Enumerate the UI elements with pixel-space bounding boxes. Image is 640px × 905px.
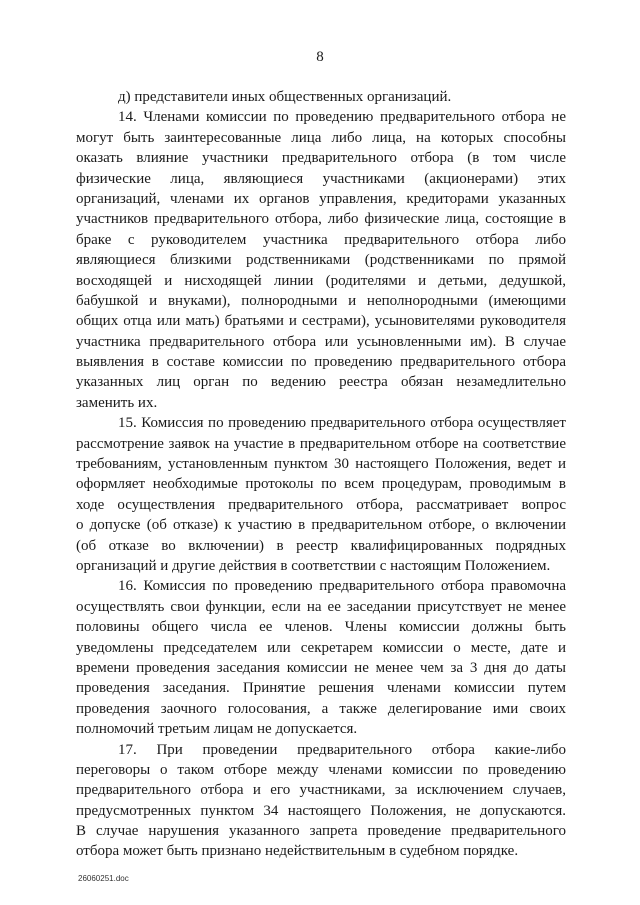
text-line: проведения заседания. Принятие решения членами комиссии путем [76, 680, 566, 697]
text-line: участников предварительного отбора, либо физические лица, состоящие в [76, 211, 566, 228]
text-line: д) представители иных общественных организаций. [118, 89, 452, 105]
text-line: времени проведения заседания комиссии не менее чем за 3 дня до даты [76, 659, 566, 676]
text-line: выявления в составе комиссии по проведению предварительного отбора [76, 354, 566, 371]
text-line: осуществлять свои функции, если на ее заседании присутствует не менее [76, 598, 566, 615]
text-line: предварительного отбора и его участниками, за исключением случаев, [76, 782, 566, 799]
text-line: требованиям, установленным пунктом 30 настоящего Положения, ведет и [76, 456, 566, 473]
text-line: физические лица, являющиеся участниками (акционерами) этих [76, 170, 566, 187]
text-line: являющиеся близкими родственниками (родственниками по прямой [76, 252, 566, 269]
text-line: 14. Членами комиссии по проведению предварительного отбора не [118, 109, 566, 126]
text-line: восходящей и нисходящей линии (родителями и детьми, дедушкой, [76, 272, 566, 289]
text-line: ходе осуществления предварительного отбора, рассматривает вопрос [76, 496, 566, 513]
text-line: оказать влияние участники предварительного отбора (в том числе [76, 150, 566, 167]
text-line: 15. Комиссия по проведению предварительного отбора осуществляет [118, 415, 566, 432]
file-name-footer: 26060251.doc [78, 874, 129, 883]
text-line: предусмотренных пунктом 34 настоящего Положения, не допускаются. [76, 802, 566, 819]
text-line: заменить их. [76, 394, 158, 411]
text-line: В случае нарушения указанного запрета проведение предварительного [76, 823, 566, 840]
text-line: о допуске (об отказе) к участию в предварительном отборе, о включении [76, 517, 566, 534]
text-line: 16. Комиссия по проведению предварительного отбора правомочна [118, 578, 566, 595]
text-line: отбора может быть признано недействительным в судебном порядке. [76, 843, 519, 860]
page-number: 8 [316, 49, 324, 65]
text-line: браке с руководителем участника предварительного отбора либо [76, 231, 566, 248]
text-line: 17. При проведении предварительного отбора какие-либо [118, 741, 566, 758]
text-line: указанных лиц орган по ведению реестра обязан незамедлительно [76, 374, 566, 391]
document-body [76, 87, 566, 862]
text-line: бабушкой и внуками), полнородными и неполнородными (имеющими [76, 292, 566, 309]
text-line: рассмотрение заявок на участие в предварительном отборе на соответствие [76, 435, 566, 452]
text-line: полномочий третьим лицам не допускается. [76, 721, 358, 738]
text-line: проведения заочного голосования, а также делегирование ими своих [76, 700, 566, 717]
text-line: организаций, членами их органов управления, кредиторами указанных [76, 190, 566, 207]
text-line: оформляет необходимые протоколы по всем процедурам, проводимым в [76, 476, 566, 493]
text-line: участника предварительного отбора или усыновленными им). В случае [76, 333, 566, 350]
text-line: (об отказе во включении) в реестр квалифицированных подрядных [76, 537, 566, 554]
text-line: могут быть заинтересованные лица либо лица, на которых способны [76, 129, 566, 146]
text-line: переговоры о таком отборе между членами комиссии по проведению [76, 761, 566, 778]
text-line: половины общего числа ее членов. Члены комиссии должны быть [76, 619, 566, 636]
text-line: уведомлены председателем или секретарем комиссии о месте, дате и [76, 639, 566, 656]
text-line: общих отца или мать) братьями и сестрами), усыновителями руководителя [76, 313, 566, 330]
text-line: организаций и другие действия в соответствии с настоящим Положением. [76, 557, 551, 574]
